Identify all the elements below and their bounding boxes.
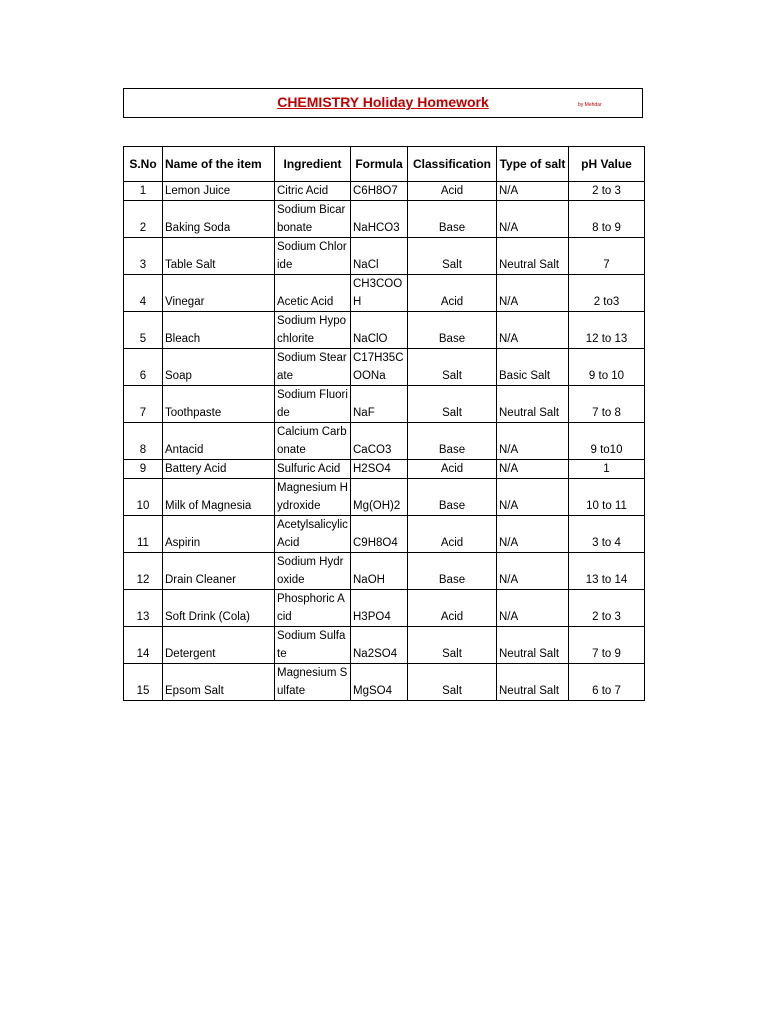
cell-item: Soap <box>163 349 275 386</box>
cell-formula: C9H8O4 <box>351 516 408 553</box>
cell-ingredient: Sodium Fluoride <box>275 386 351 423</box>
cell-ph: 7 to 9 <box>569 627 645 664</box>
cell-formula: NaCl <box>351 238 408 275</box>
table-row <box>124 349 645 386</box>
table-row <box>124 423 645 460</box>
cell-ph: 13 to 14 <box>569 553 645 590</box>
cell-ph: 12 to 13 <box>569 312 645 349</box>
cell-sno: 14 <box>124 627 163 664</box>
cell-classification: Salt <box>408 238 497 275</box>
cell-ingredient: Magnesium Sulfate <box>275 664 351 701</box>
cell-salt-type: N/A <box>497 553 569 590</box>
cell-ph: 2 to 3 <box>569 590 645 627</box>
cell-salt-type: N/A <box>497 479 569 516</box>
cell-classification: Acid <box>408 275 497 312</box>
cell-item: Baking Soda <box>163 201 275 238</box>
cell-ingredient: Sodium Stearate <box>275 349 351 386</box>
cell-sno: 2 <box>124 201 163 238</box>
cell-item: Epsom Salt <box>163 664 275 701</box>
cell-salt-type: N/A <box>497 590 569 627</box>
cell-formula: NaOH <box>351 553 408 590</box>
cell-classification: Base <box>408 201 497 238</box>
cell-item: Detergent <box>163 627 275 664</box>
table-row <box>124 479 645 516</box>
cell-classification: Acid <box>408 590 497 627</box>
cell-ph: 3 to 4 <box>569 516 645 553</box>
cell-formula: H3PO4 <box>351 590 408 627</box>
cell-formula: C17H35COONa <box>351 349 408 386</box>
cell-ph: 8 to 9 <box>569 201 645 238</box>
cell-ingredient: Phosphoric Acid <box>275 590 351 627</box>
cell-formula: CaCO3 <box>351 423 408 460</box>
cell-item: Soft Drink (Cola) <box>163 590 275 627</box>
cell-item: Drain Cleaner <box>163 553 275 590</box>
cell-classification: Base <box>408 423 497 460</box>
cell-ingredient: Sodium Hydroxide <box>275 553 351 590</box>
cell-salt-type: N/A <box>497 516 569 553</box>
header-formula: Formula <box>351 147 408 182</box>
cell-ph: 1 <box>569 460 645 479</box>
cell-formula: NaHCO3 <box>351 201 408 238</box>
cell-ingredient: Sodium Hypochlorite <box>275 312 351 349</box>
cell-salt-type: N/A <box>497 275 569 312</box>
cell-sno: 1 <box>124 182 163 201</box>
cell-sno: 13 <box>124 590 163 627</box>
cell-ingredient: Calcium Carbonate <box>275 423 351 460</box>
cell-formula: NaClO <box>351 312 408 349</box>
table-row <box>124 590 645 627</box>
cell-ingredient: Citric Acid <box>275 182 351 201</box>
cell-item: Table Salt <box>163 238 275 275</box>
cell-classification: Salt <box>408 349 497 386</box>
table-row <box>124 238 645 275</box>
byline: by Mehdar <box>578 102 602 108</box>
cell-ingredient: Sodium Chloride <box>275 238 351 275</box>
cell-sno: 6 <box>124 349 163 386</box>
cell-classification: Base <box>408 312 497 349</box>
cell-sno: 9 <box>124 460 163 479</box>
table-row <box>124 553 645 590</box>
cell-formula: H2SO4 <box>351 460 408 479</box>
cell-formula: C6H8O7 <box>351 182 408 201</box>
cell-formula: CH3COOH <box>351 275 408 312</box>
cell-item: Milk of Magnesia <box>163 479 275 516</box>
cell-classification: Acid <box>408 182 497 201</box>
cell-ingredient: Acetic Acid <box>275 275 351 312</box>
page-title: CHEMISTRY Holiday Homework <box>277 94 489 110</box>
cell-sno: 5 <box>124 312 163 349</box>
cell-ph: 7 to 8 <box>569 386 645 423</box>
cell-salt-type: Neutral Salt <box>497 386 569 423</box>
cell-salt-type: Neutral Salt <box>497 238 569 275</box>
table-row <box>124 516 645 553</box>
cell-sno: 12 <box>124 553 163 590</box>
cell-salt-type: N/A <box>497 460 569 479</box>
table-row <box>124 386 645 423</box>
cell-sno: 7 <box>124 386 163 423</box>
cell-item: Lemon Juice <box>163 182 275 201</box>
cell-salt-type: N/A <box>497 312 569 349</box>
table-row <box>124 664 645 701</box>
cell-salt-type: Basic Salt <box>497 349 569 386</box>
cell-formula: Na2SO4 <box>351 627 408 664</box>
cell-sno: 11 <box>124 516 163 553</box>
cell-ingredient: Sulfuric Acid <box>275 460 351 479</box>
cell-salt-type: N/A <box>497 423 569 460</box>
header-item-name: Name of the item <box>163 147 275 182</box>
chemistry-table <box>123 146 645 701</box>
cell-salt-type: Neutral Salt <box>497 664 569 701</box>
cell-classification: Salt <box>408 386 497 423</box>
cell-classification: Base <box>408 479 497 516</box>
cell-ingredient: Acetylsalicylic Acid <box>275 516 351 553</box>
cell-ingredient: Sodium Sulfate <box>275 627 351 664</box>
header-ingredient: Ingredient <box>275 147 351 182</box>
cell-ph: 10 to 11 <box>569 479 645 516</box>
cell-sno: 10 <box>124 479 163 516</box>
cell-item: Toothpaste <box>163 386 275 423</box>
table-row <box>124 312 645 349</box>
table-row <box>124 182 645 201</box>
cell-item: Aspirin <box>163 516 275 553</box>
cell-ph: 2 to3 <box>569 275 645 312</box>
cell-ingredient: Sodium Bicarbonate <box>275 201 351 238</box>
cell-sno: 8 <box>124 423 163 460</box>
cell-classification: Acid <box>408 460 497 479</box>
header-row <box>124 147 645 182</box>
cell-item: Vinegar <box>163 275 275 312</box>
cell-formula: Mg(OH)2 <box>351 479 408 516</box>
title-box <box>123 88 643 118</box>
cell-salt-type: N/A <box>497 201 569 238</box>
header-ph-value: pH Value <box>569 147 645 182</box>
cell-salt-type: Neutral Salt <box>497 627 569 664</box>
cell-salt-type: N/A <box>497 182 569 201</box>
cell-sno: 4 <box>124 275 163 312</box>
header-salt-type: Type of salt <box>497 147 569 182</box>
cell-ph: 9 to10 <box>569 423 645 460</box>
cell-ph: 7 <box>569 238 645 275</box>
cell-classification: Acid <box>408 516 497 553</box>
cell-ph: 2 to 3 <box>569 182 645 201</box>
header-classification: Classification <box>408 147 497 182</box>
header-sno: S.No <box>124 147 163 182</box>
cell-classification: Salt <box>408 664 497 701</box>
table-row <box>124 201 645 238</box>
cell-formula: NaF <box>351 386 408 423</box>
cell-sno: 15 <box>124 664 163 701</box>
cell-ph: 9 to 10 <box>569 349 645 386</box>
cell-formula: MgSO4 <box>351 664 408 701</box>
cell-item: Battery Acid <box>163 460 275 479</box>
cell-ingredient: Magnesium Hydroxide <box>275 479 351 516</box>
cell-sno: 3 <box>124 238 163 275</box>
table-row <box>124 460 645 479</box>
cell-ph: 6 to 7 <box>569 664 645 701</box>
cell-item: Bleach <box>163 312 275 349</box>
table-row <box>124 275 645 312</box>
cell-classification: Salt <box>408 627 497 664</box>
table-row <box>124 627 645 664</box>
cell-item: Antacid <box>163 423 275 460</box>
cell-classification: Base <box>408 553 497 590</box>
